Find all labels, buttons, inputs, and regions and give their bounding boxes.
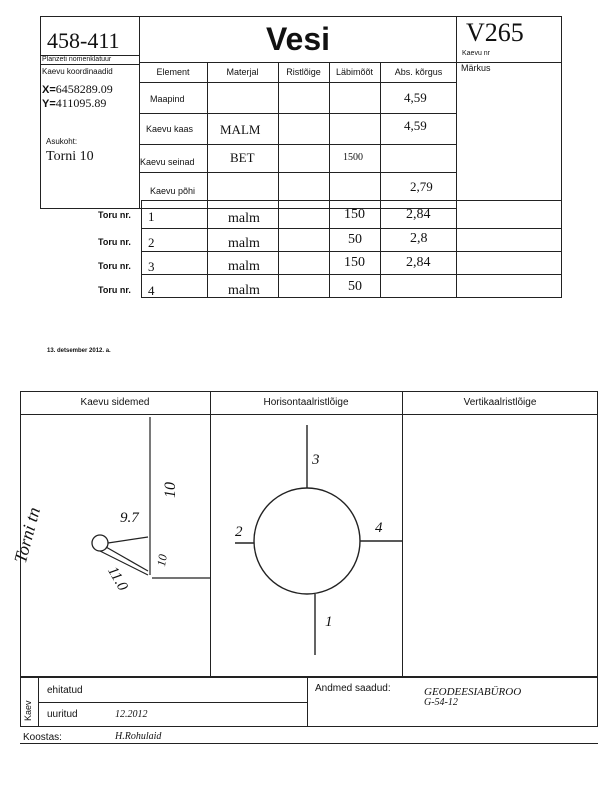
row-element-seinad: Kaevu seinad [140,157,195,167]
tie-value-1: 9.7 [120,510,139,526]
pipe-material-2: malm [228,236,260,251]
location-label: Asukoht: [46,137,78,146]
pipe-height-1: 2,84 [406,207,431,222]
col-vertical-title: Vertikaalristlõige [463,397,537,408]
pipe-label-4: Toru nr. [98,285,131,295]
location-value: Torni 10 [46,149,94,164]
tie-value-3: 11.0 [104,564,131,594]
pipe-no-4: 4 [148,283,155,298]
nomenclature-label: Planzeti nomenklatuur [42,56,112,63]
col-element: Element [156,67,190,77]
surveyed-label: uuritud [47,709,78,720]
data-from-code: G-54-12 [424,697,458,708]
built-label: ehitatud [47,685,83,696]
well-number-label: Kaevu nr [462,50,491,57]
pipe-mark-2: 2 [235,524,243,540]
col-material: Materjal [226,67,259,77]
pipe-mark-4: 4 [375,520,383,536]
data-from-label: Andmed saadud: [315,683,391,694]
well-number: V265 [466,18,524,47]
remarks-label: Märkus [461,63,491,73]
row-element-kaas: Kaevu kaas [146,124,194,134]
horizontal-section-sketch [210,415,402,676]
nomenclature-number: 458-411 [47,28,120,53]
row-height-pohi: 2,79 [410,179,433,194]
date-line: 13. detsember 2012. a. [47,348,111,354]
pipe-no-2: 2 [148,235,155,250]
row-element-pohi: Kaevu põhi [150,186,196,196]
surveyed-value: 12.2012 [115,709,148,720]
row-height-maapind: 4,59 [404,90,427,105]
pipe-diameter-1: 150 [344,207,365,222]
row-diameter-seinad: 1500 [343,152,363,163]
y-coordinate: Y=411095.89 [42,96,107,110]
pipe-diameter-4: 50 [348,279,362,294]
ties-house-label: 10 [162,482,179,498]
page-title: Vesi [265,21,331,57]
pipe-label-2: Toru nr. [98,237,131,247]
pipe-material-4: malm [228,283,260,298]
pipe-height-2: 2,8 [410,231,428,246]
kaev-label: Kaev [23,700,33,721]
pipe-label-3: Toru nr. [98,261,131,271]
pipe-height-3: 2,84 [406,255,431,270]
ties-street-label: Torni tn [10,505,45,566]
pipe-material-3: malm [228,259,260,274]
col-cross-section: Ristlõige [286,67,321,77]
col-horizontal-title: Horisontaalristlõige [263,397,349,408]
tie-value-2: 10 [154,553,170,568]
pipe-label-1: Toru nr. [98,210,131,220]
pipe-diameter-3: 150 [344,255,365,270]
row-material-kaas: MALM [220,122,261,137]
y-value: 411095.89 [55,96,107,110]
col-diameter: Läbimõõt [335,67,374,77]
col-ties-title: Kaevu sidemed [80,397,150,408]
row-element-maapind: Maapind [150,94,185,104]
pipe-mark-1: 1 [325,614,333,630]
pipe-diameter-2: 50 [348,232,362,247]
pipe-no-1: 1 [148,209,155,224]
data-from-value: GEODEESIABÜROO [424,686,522,698]
ties-sketch [20,415,210,676]
row-material-seinad: BET [230,150,255,165]
col-abs-height: Abs. kõrgus [394,67,443,77]
pipe-mark-3: 3 [312,452,320,468]
pipe-no-3: 3 [148,259,155,274]
compiled-label: Koostas: [23,732,62,743]
compiled-value: H.Rohulaid [115,731,162,742]
coords-label: Kaevu koordinaadid [42,67,113,76]
x-coordinate: X=6458289.09 [42,82,113,96]
pipe-material-1: malm [228,211,260,226]
row-height-kaas: 4,59 [404,118,427,133]
x-value: 6458289.09 [55,82,113,96]
